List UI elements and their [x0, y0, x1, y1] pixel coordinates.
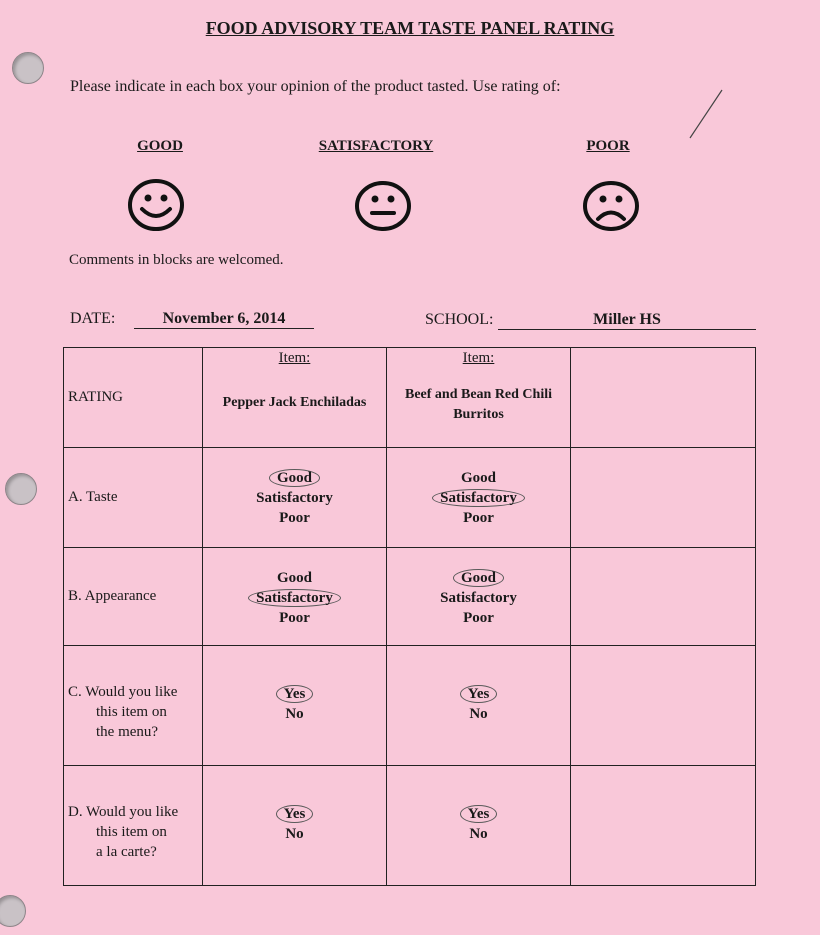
item-name: Pepper Jack Enchiladas: [222, 395, 367, 410]
item-header-cell: [387, 348, 571, 448]
item-name: Beef and Bean Red Chili Burritos: [404, 387, 552, 422]
rating-cell: [387, 548, 571, 646]
item-header-cell: [203, 348, 387, 448]
rating-option-selected: Yes: [276, 685, 314, 703]
rating-cell: [203, 766, 387, 886]
school-label: SCHOOL:: [425, 311, 494, 328]
row-label-menu: C. Would you like this item on the menu?: [64, 646, 203, 766]
rating-cell: [387, 646, 571, 766]
rating-header: RATING: [68, 389, 123, 405]
rating-cell: [571, 646, 756, 766]
rating-option: No: [469, 706, 488, 722]
rating-option: No: [285, 826, 304, 842]
rating-option: Satisfactory: [440, 590, 517, 606]
item-heading: Item:: [462, 350, 495, 366]
rating-table: [63, 347, 756, 886]
table-row: [64, 766, 756, 886]
rating-option: No: [285, 706, 304, 722]
item-heading: Item:: [278, 350, 311, 366]
binder-hole: [5, 473, 37, 505]
rating-option: No: [469, 826, 488, 842]
scale-good-label: GOOD: [137, 138, 183, 154]
date-label: DATE:: [70, 310, 116, 327]
table-row: [64, 548, 756, 646]
rating-option-selected: Satisfactory: [432, 489, 525, 507]
page-title: FOOD ADVISORY TEAM TASTE PANEL RATING: [205, 18, 615, 38]
rating-option-selected: Yes: [460, 685, 498, 703]
rating-option-selected: Good: [269, 469, 320, 487]
rating-cell: [203, 646, 387, 766]
instructions: Please indicate in each box your opinion of the product tasted. Use rating of:: [70, 78, 561, 95]
frowning-face-icon: [582, 180, 640, 232]
rating-option-selected: Good: [453, 569, 504, 587]
date-field: November 6, 2014: [134, 310, 314, 329]
rating-header-cell: [64, 348, 203, 448]
pencil-mark: [686, 88, 726, 143]
row-label-a-la-carte: D. Would you like this item on a la carte?: [64, 766, 203, 886]
rating-cell: [571, 548, 756, 646]
scale-poor-label: POOR: [586, 138, 630, 154]
table-row: [64, 646, 756, 766]
row-label-taste: A. Taste: [64, 448, 203, 548]
smiley-face-icon: [127, 178, 185, 232]
rating-cell: [203, 448, 387, 548]
binder-hole: [12, 52, 44, 84]
rating-option: Poor: [463, 610, 494, 626]
table-row: [64, 448, 756, 548]
rating-option-selected: Satisfactory: [248, 589, 341, 607]
rating-option: Poor: [463, 510, 494, 526]
table-header-row: [64, 348, 756, 448]
rating-option: Poor: [279, 610, 310, 626]
scale-satisfactory-label: SATISFACTORY: [318, 138, 434, 154]
rating-cell: [387, 448, 571, 548]
rating-option-selected: Yes: [460, 805, 498, 823]
rating-option: Good: [276, 570, 312, 586]
item-header-cell: [571, 348, 756, 448]
rating-option: Good: [460, 470, 496, 486]
school-field: Miller HS: [498, 311, 756, 330]
row-label-appearance: B. Appearance: [64, 548, 203, 646]
neutral-face-icon: [354, 180, 412, 232]
rating-cell: [203, 548, 387, 646]
rating-cell: [571, 766, 756, 886]
rating-cell: [387, 766, 571, 886]
rating-cell: [571, 448, 756, 548]
comments-note: Comments in blocks are welcomed.: [69, 252, 284, 268]
rating-option: Satisfactory: [256, 490, 333, 506]
binder-hole: [0, 895, 26, 927]
rating-option: Poor: [279, 510, 310, 526]
rating-option-selected: Yes: [276, 805, 314, 823]
